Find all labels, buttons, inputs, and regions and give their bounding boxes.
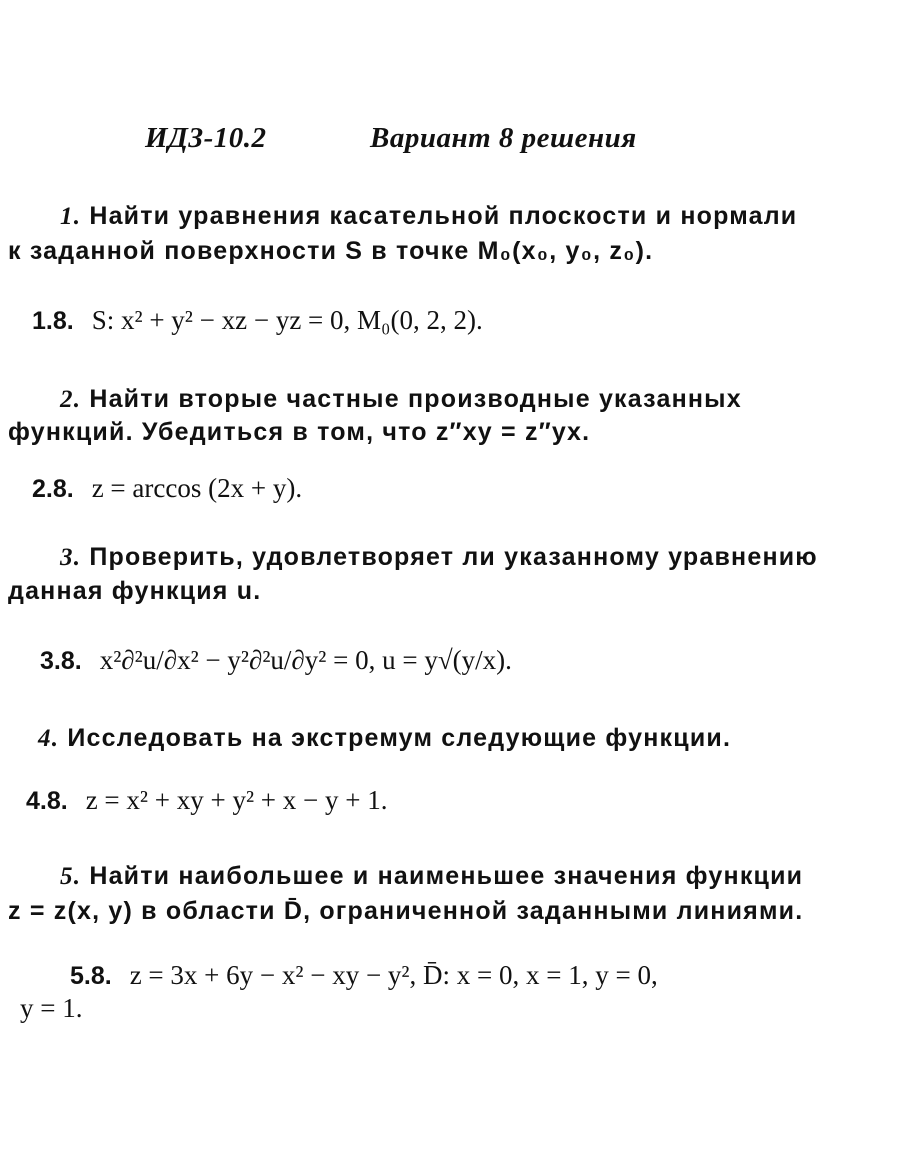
task-3-line-1 — [60, 543, 818, 572]
task-4-number: 4. — [38, 725, 60, 752]
task-5-line-1 — [60, 862, 803, 891]
item-3-8-formula: x²∂²u/∂x² − y²∂²u/∂y² = 0, u = y√(y/x). — [99, 645, 512, 675]
task-3-number: 3. — [60, 544, 82, 571]
task-1-line-2: к заданной поверхности S в точке M₀(x₀, y₀, z₀). — [8, 237, 654, 265]
task-2-line-2: функций. Убедиться в том, что z″xy = z″yx. — [8, 418, 591, 446]
task-2-text-1: Найти вторые частные производные указанных — [89, 385, 742, 413]
item-2-8 — [32, 473, 302, 504]
task-5-line-2: z = z(x, y) в области D̄, ограниченной заданными линиями. — [8, 897, 804, 925]
variant-title: Вариант 8 решения — [370, 122, 637, 154]
item-4-8-label: 4.8. — [26, 787, 68, 815]
task-1-line-1 — [60, 202, 797, 231]
task-1-number: 1. — [60, 203, 82, 230]
item-5-8-formula-continued: y = 1. — [20, 993, 83, 1023]
item-5-8 — [70, 960, 658, 991]
task-2-line-1 — [60, 385, 742, 414]
task-5-text-1: Найти наибольшее и наименьшее значения функции — [89, 862, 804, 890]
task-2-number: 2. — [60, 386, 82, 413]
item-1-8-label: 1.8. — [32, 307, 74, 335]
task-4-line-1 — [38, 724, 731, 753]
item-2-8-formula: z = arccos (2x + y). — [91, 473, 303, 503]
item-4-8-formula: z = x² + xy + y² + x − y + 1. — [85, 785, 388, 815]
task-3-line-2: данная функция u. — [8, 577, 262, 605]
item-4-8 — [26, 785, 388, 816]
item-5-8-label: 5.8. — [70, 962, 112, 990]
task-1-text-1: Найти уравнения касательной плоскости и нормали — [89, 202, 798, 230]
document-code: ИДЗ-10.2 — [145, 122, 267, 154]
item-1-8-formula: S: x² + y² − xz − yz = 0, M₀(0, 2, 2). — [91, 305, 483, 335]
item-3-8-label: 3.8. — [40, 647, 82, 675]
item-1-8 — [32, 305, 483, 336]
task-4-text-1: Исследовать на экстремум следующие функции. — [67, 724, 732, 752]
task-3-text-1: Проверить, удовлетворяет ли указанному уравнению — [89, 543, 818, 571]
item-3-8 — [40, 645, 512, 676]
item-2-8-label: 2.8. — [32, 475, 74, 503]
task-5-number: 5. — [60, 863, 82, 890]
item-5-8-formula: z = 3x + 6y − x² − xy − y², D̄: x = 0, x = 1, y = 0, — [129, 960, 658, 990]
